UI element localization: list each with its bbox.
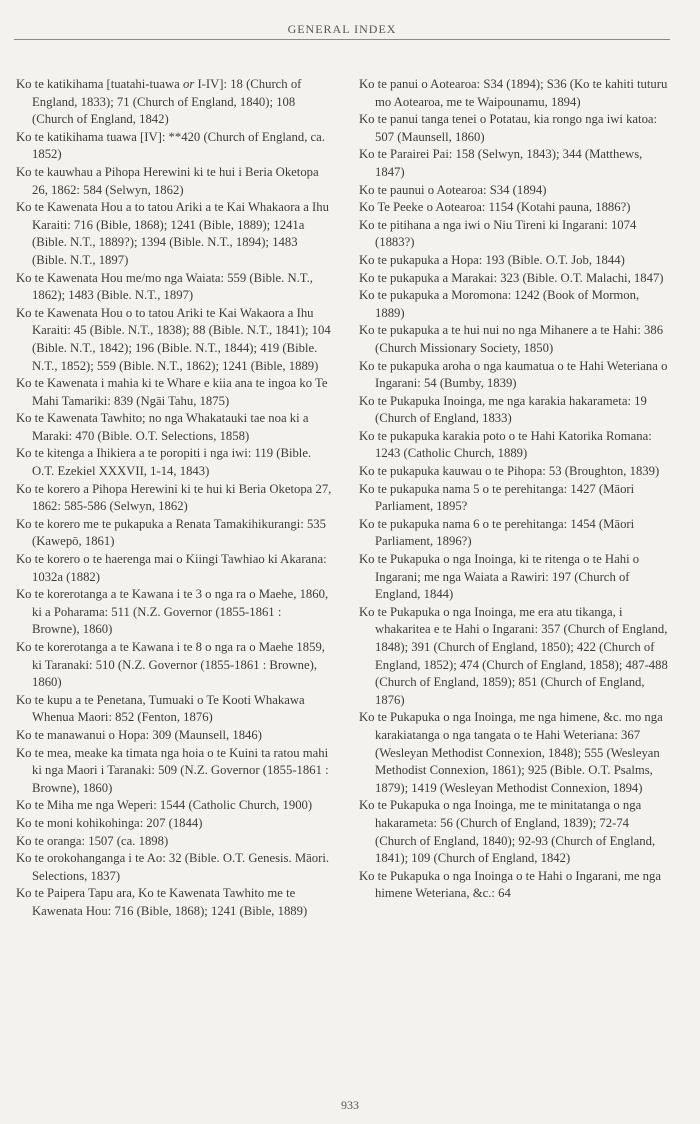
index-entry: Ko te panui tanga tenei o Potatau, kia rongo nga iwi katoa: 507 (Maunsell, 1860): [359, 112, 658, 144]
index-entry: Ko te korero a Pihopa Herewini ki te hui ki Beria Oketopa 27, 1862: 585-586 (Selwyn, 1862): [16, 481, 332, 514]
index-entry: Ko te pukapuka a te hui nui no nga Mihanere a te Hahi: 386 (Church Missionary Society, 1850): [359, 323, 664, 355]
index-entry: Ko te paunui o Aotearoa: S34 (1894): [359, 182, 547, 197]
index-entry: Ko te pukapuka karakia poto o te Hahi Katorika Romana: 1243 (Catholic Church, 1889): [359, 428, 652, 461]
index-entry: Ko te Kawenata Hou o to tatou Ariki te Kai Wakaora a Ihu Karaiti: 45 (Bible. N.T., 1838); 88 (Bible. N.T., 1841); 104 (Bible. N.T., 1842); 196 (Bible. N.T., 1844); 419 (Bible. N.T., 1852); 559 (Bible. N.T., 1862); 1241 (Bible, 1889): [16, 305, 331, 373]
index-entry: Ko te korerotanga a te Kawana i te 3 o nga ra o Maehe, 1860, ki a Poharama: 511 (N.Z. Governor (1855-1861 : Browne), 1860): [16, 587, 329, 637]
running-header: GENERAL INDEX: [287, 22, 397, 36]
index-entry: Ko te Kawenata Hou me/mo nga Waiata: 559 (Bible. N.T., 1862); 1483 (Bible. N.T., 1897): [16, 270, 313, 303]
index-entry: Ko te Kawenata Hou a to tatou Ariki a te Kai Whakaora a Ihu Karaiti: 716 (Bible, 1868); 1241 (Bible, 1889); 1241a (Bible. N.T., 1889?); 1394 (Bible. N.T., 1894); 1483 (Bible. N.T., 1897): [16, 200, 329, 267]
index-entry: Ko te orokohanganga i te Ao: 32 (Bible. O.T. Genesis. Māori. Selections, 1837): [16, 851, 330, 883]
index-entry: Ko te katikihama [tuatahi-tuawa or I-IV]: 18 (Church of England, 1833); 71 (Church of England, 1840); 108 (Church of England, 1842): [16, 77, 302, 127]
index-entry: Ko te pukapuka a Hopa: 193 (Bible. O.T. Job, 1844): [359, 252, 625, 267]
index-entry: Ko te Pukapuka o nga Inoinga, me te minitatanga o nga hakarameta: 56 (Church of England, 1839); 72-74 (Church of England, 1840); 92-93 (Church of England, 1841); 109 (Church of England, 1842): [359, 798, 656, 866]
index-entry: Ko te kauwhau a Pihopa Herewini ki te hui i Beria Oketopa 26, 1862: 584 (Selwyn, 1862): [16, 164, 319, 197]
index-entry: Ko te Parairei Pai: 158 (Selwyn, 1843); 344 (Matthews, 1847): [359, 147, 643, 179]
index-entry: Ko te Pukapuka o nga Inoinga o te Hahi o Ingarani, me nga himene Weteriana, &c.: 64: [359, 868, 661, 901]
page-number: 933: [341, 1098, 359, 1112]
index-column-right: [359, 76, 670, 903]
index-entry: Ko te pukapuka nama 5 o te perehitanga: 1427 (Māori Parliament, 1895?: [359, 481, 635, 514]
index-entry: Ko te moni kohikohinga: 207 (1844): [16, 815, 203, 830]
index-entry: Ko te korero me te pukapuka a Renata Tamakihikurangi: 535 (Kawepō, 1861): [16, 516, 326, 549]
index-entry: Ko te Kawenata i mahia ki te Whare e kiia ana te ingoa ko Te Mahi Tamariki: 839 (Ngāi Tahu, 1875): [16, 376, 328, 408]
index-entry: Ko te pukapuka a Marakai: 323 (Bible. O.T. Malachi, 1847): [359, 270, 664, 285]
index-entry: Ko te Pukapuka o nga Inoinga, me era atu tikanga, i whakaritea e te Hahi o Ingarani: 357 (Church of England, 1848); 391 (Church of England, 1850); 422 (Church of England, 1852); 474 (Church of England, 1858); 487-488 (Church of England, 1859); 851 (Church of England, 1876): [359, 604, 668, 707]
index-entry: Ko te korerotanga a te Kawana i te 8 o nga ra o Maehe 1859, ki Taranaki: 510 (N.Z. Governor (1855-1861 : Browne), 1860): [16, 640, 325, 690]
header-rule: [14, 39, 670, 40]
index-column-left: [16, 76, 332, 921]
index-entry: Ko Te Peeke o Aotearoa: 1154 (Kotahi pauna, 1886?): [359, 200, 631, 215]
index-entry: Ko te Miha me nga Weperi: 1544 (Catholic Church, 1900): [16, 798, 313, 813]
index-entry: Ko te mea, meake ka timata nga hoia o te Kuini ta ratou mahi ki nga Maori i Taranaki: 509 (N.Z. Governor (1855-1861 : Browne), 1860): [16, 745, 329, 795]
index-entry: Ko te pukapuka nama 6 o te perehitanga: 1454 (Māori Parliament, 1896?): [359, 516, 635, 549]
index-entry: Ko te manawanui o Hopa: 309 (Maunsell, 1846): [16, 727, 262, 742]
index-entry: Ko te katikihama tuawa [IV]: **420 (Church of England, ca. 1852): [16, 129, 325, 162]
index-entry: Ko te Pukapuka Inoinga, me nga karakia hakarameta: 19 (Church of England, 1833): [359, 393, 647, 426]
index-entry: Ko te kupu a te Penetana, Tumuaki o Te Kooti Whakawa Whenua Maori: 852 (Fenton, 1876): [16, 692, 305, 725]
index-entry: Ko te pitihana a nga iwi o Niu Tireni ki Ingarani: 1074 (1883?): [359, 217, 637, 250]
index-entry: Ko te pukapuka kauwau o te Pihopa: 53 (Broughton, 1839): [359, 464, 660, 479]
index-entry: Ko te oranga: 1507 (ca. 1898): [16, 833, 169, 848]
index-entry: Ko te Paipera Tapu ara, Ko te Kawenata Tawhito me te Kawenata Hou: 716 (Bible, 1868); 1241 (Bible, 1889): [16, 886, 308, 918]
index-entry: Ko te pukapuka a Moromona: 1242 (Book of Mormon, 1889): [359, 288, 640, 320]
index-entry: Ko te korero o te haerenga mai o Kiingi Tawhiao ki Akarana: 1032a (1882): [16, 552, 327, 584]
index-entry: Ko te Pukapuka o nga Inoinga, me nga himene, &c. mo nga karakiatanga o nga tangata o te Hahi Weteriana: 367 (Wesleyan Methodist Connexion, 1848); 555 (Wesleyan Methodist Connexion, 1861); 925 (Bible. O.T. Psalms, 1879); 1419 (Wesleyan Methodist Connexion, 1894): [359, 710, 663, 795]
index-entry: Ko te pukapuka aroha o nga kaumatua o te Hahi Weteriana o Ingarani: 54 (Bumby, 1839): [359, 358, 668, 391]
index-entry: Ko te Kawenata Tawhito; no nga Whakatauki tae noa ki a Maraki: 470 (Bible. O.T. Selections, 1858): [16, 411, 309, 443]
index-entry: Ko te kitenga a Ihikiera a te poropiti i nga iwi: 119 (Bible. O.T. Ezekiel XXXVII, 1-14, 1843): [16, 446, 312, 479]
index-entry: Ko te panui o Aotearoa: S34 (1894); S36 (Ko te kahiti tuturu mo Aotearoa, me te Waipounamu, 1894): [359, 77, 668, 109]
index-entry: Ko te Pukapuka o nga Inoinga, ki te ritenga o te Hahi o Ingarani; me nga Waiata a Rawiri: 197 (Church of England, 1844): [359, 552, 640, 602]
